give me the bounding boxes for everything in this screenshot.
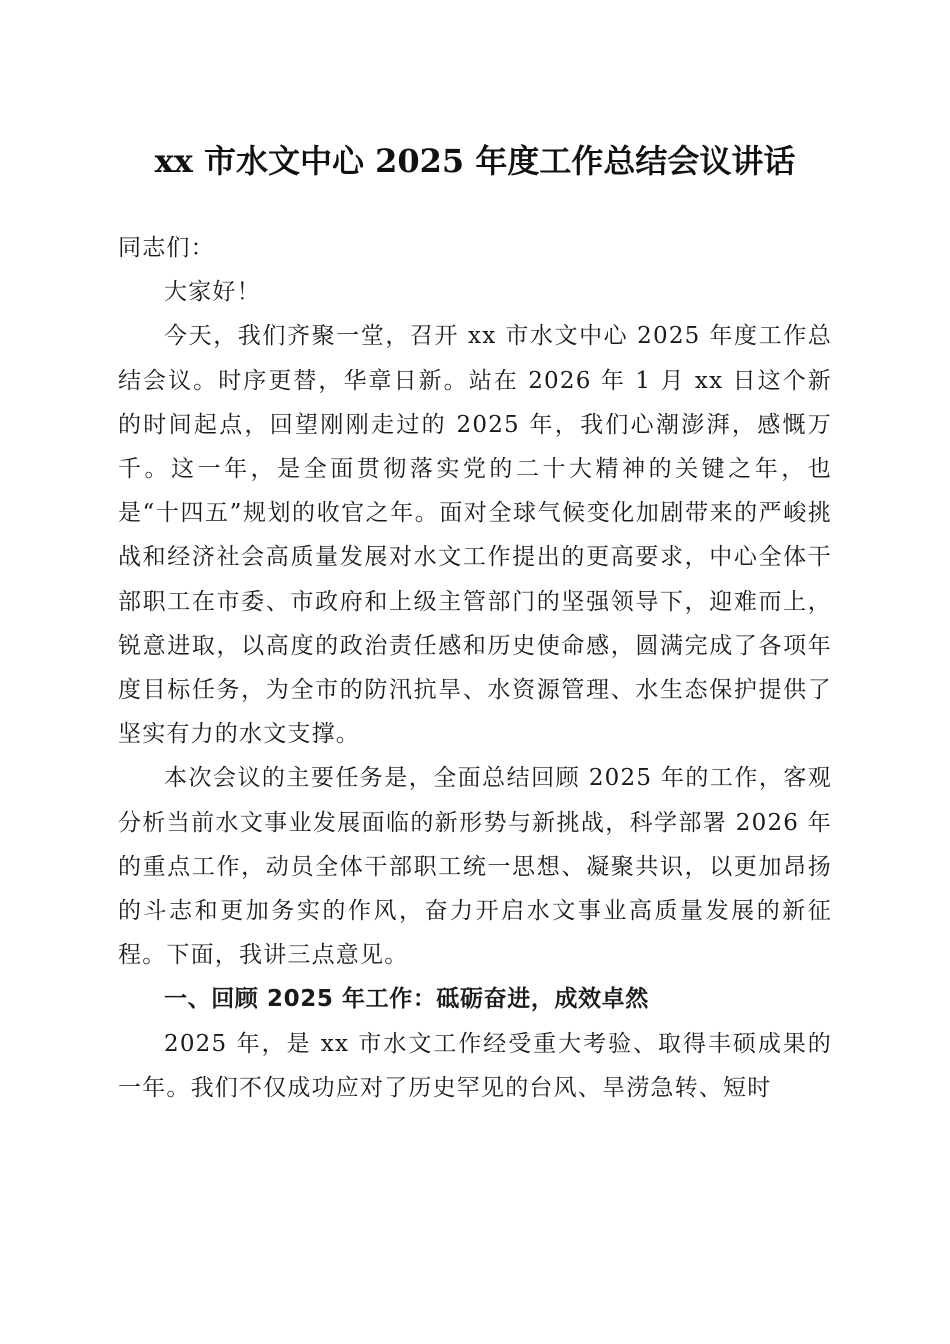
section-paragraph: 2025 年，是 xx 市水文工作经受重大考验、取得丰硕成果的一年。我们不仅成功应对了历史罕见的台风、旱涝急转、短时	[118, 1030, 832, 1101]
greeting: 大家好！	[164, 279, 261, 306]
paragraph-meeting-task: 本次会议的主要任务是，全面总结回顾 2025 年的工作，客观分析当前水文事业发展面临的新形势与新挑战，科学部署 2026 年的重点工作，动员全体干部职工统一思想、凝聚共识，以更加昂扬的斗志和更加务实的作风，奋力开启水文事业高质量发展的新征程。下面，我讲三点意见。	[118, 765, 832, 969]
document-body	[118, 226, 832, 1110]
salutation: 同志们：	[118, 235, 215, 261]
document-title: xx 市水文中心 2025 年度工作总结会议讲话	[154, 142, 796, 180]
section-heading: 一、回顾 2025 年工作：砥砺奋进，成效卓然	[164, 986, 649, 1013]
paragraph-opening: 今天，我们齐聚一堂，召开 xx 市水文中心 2025 年度工作总结会议。时序更替，华章日新。站在 2026 年 1 月 xx 日这个新的时间起点，回望刚刚走过的 2025 年，我们心潮澎湃，感慨万千。这一年，是全面贯彻落实党的二十大精神的关键之年，也是“十四五”规划的收官之年。面对全球气候变化加剧带来的严峻挑战和经济社会高质量发展对水文工作提出的更高要求，中心全体干部职工在市委、市政府和上级主管部门的坚强领导下，迎难而上，锐意进取，以高度的政治责任感和历史使命感，圆满完成了各项年度目标任务，为全市的防汛抗旱、水资源管理、水生态保护提供了坚实有力的水文支撑。	[118, 323, 832, 748]
